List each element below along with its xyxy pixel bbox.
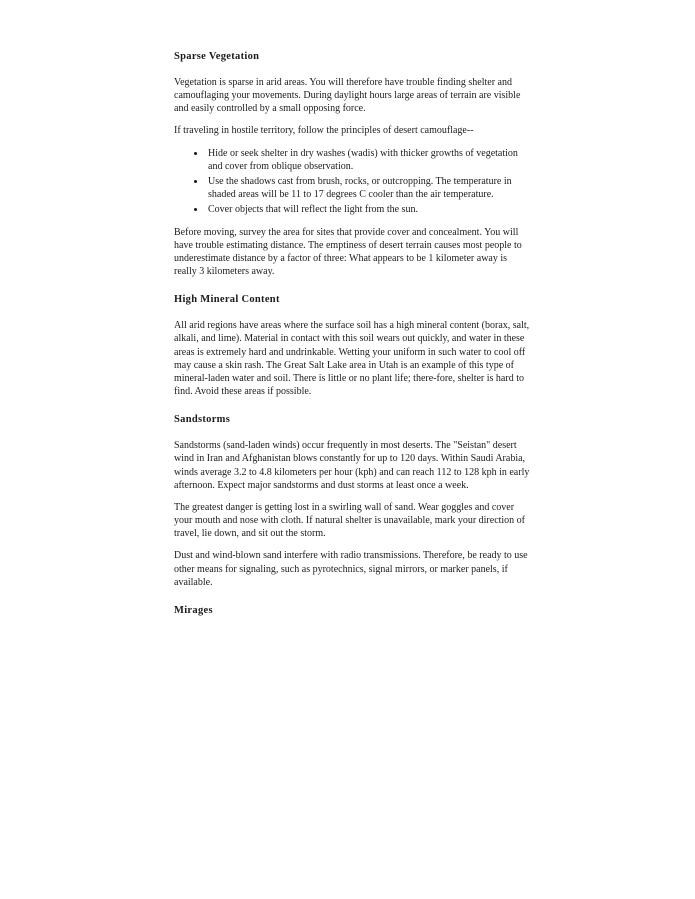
- section-heading-high-mineral-content: High Mineral Content: [174, 294, 280, 306]
- list-item: • Hide or seek shelter in dry washes (wadis) with thicker growths of vegetation and cover from oblique observation.: [206, 147, 530, 173]
- list-item: • Use the shadows cast from brush, rocks, or outcropping. The temperature in shaded areas will be 11 to 17 degrees C cooler than the air temperature.: [206, 175, 530, 201]
- bullet-list: [174, 147, 530, 217]
- section-heading-sparse-vegetation: Sparse Vegetation: [174, 51, 260, 62]
- paragraph: The greatest danger is getting lost in a swirling wall of sand. Wear goggles and cover your mouth and nose with cloth. If natural shelter is unavailable, mark your direction of travel, lie down, and sit out the storm.: [174, 501, 526, 540]
- paragraph: All arid regions have areas where the surface soil has a high mineral content (borax, salt, alkali, and lime). Material in contact with this soil wears out quickly, and water in these areas is extremely hard and undrinkable. Wetting your uniform in such water to cool off may cause a skin rash. The Great Salt Lake area in Utah is an example of this type of mineral-laden water and soil. There is little or no plant life; there-fore, shelter is hard to find. Avoid these areas if possible.: [174, 320, 530, 398]
- paragraph: Dust and wind-blown sand interfere with radio transmissions. Therefore, be ready to use other means for signaling, such as pyrotechnics, signal mirrors, or marker panels, if available.: [174, 550, 528, 588]
- list-item: • Cover objects that will reflect the light from the sun.: [206, 203, 530, 216]
- paragraph: If traveling in hostile territory, follow the principles of desert camouflage--: [174, 125, 474, 137]
- section-heading-mirages: Mirages: [174, 605, 213, 617]
- section-heading-sandstorms: Sandstorms: [174, 414, 231, 426]
- paragraph: Before moving, survey the area for sites that provide cover and concealment. You will have trouble estimating distance. The emptiness of desert terrain causes most people to underestimate distance by a factor of three: What appears to be 1 kilometer away is really 3 kilometers away.: [174, 226, 522, 278]
- document-content: [174, 50, 530, 630]
- paragraph: Vegetation is sparse in arid areas. You will therefore have trouble finding shelter and camouflaging your movements. During daylight hours large areas of terrain are visible and easily controlled by a small opposing force.: [174, 76, 521, 115]
- paragraph: Sandstorms (sand-laden winds) occur frequently in most deserts. The "Seistan" desert wind in Iran and Afghanistan blows constantly for up to 120 days. Within Saudi Arabia, winds average 3.2 to 4.8 kilometers per hour (kph) and can reach 112 to 128 kph in early afternoon. Expect major sandstorms and dust storms at least once a week.: [174, 440, 530, 491]
